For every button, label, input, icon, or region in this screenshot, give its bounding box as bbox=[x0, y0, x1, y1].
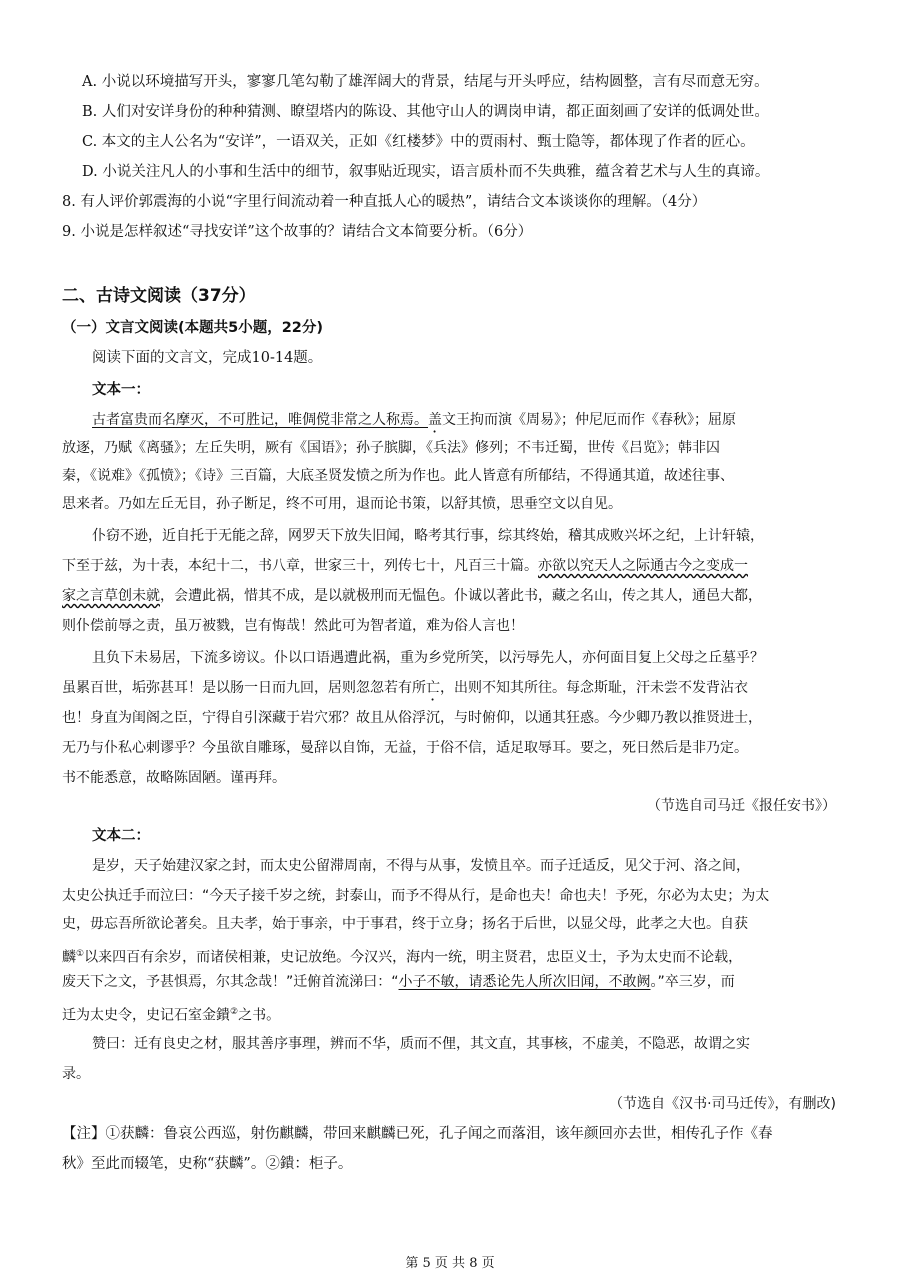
page-footer: 第 5 页 共 8 页 bbox=[405, 1256, 495, 1271]
text2-line5 bbox=[62, 972, 735, 992]
option-d: D. 小说关注凡人的小事和生活中的细节，叙事贴近现实，语言质朴而不失典雅，蕴含着艺术与人生的真谛。 bbox=[82, 164, 770, 180]
text-span: 虽累百世，垢弥甚耳！是以肠一日而九回，居则忽忽若有所 bbox=[62, 680, 426, 696]
text-span: 之书。 bbox=[238, 1007, 281, 1024]
footnote-line2: 秋》至此而辍笔，史称“获麟”。②鐀：柜子。 bbox=[62, 1156, 353, 1172]
text2-zan-line2: 录。 bbox=[62, 1066, 90, 1082]
text1-p1-line2: 放逐，乃赋《离骚》；左丘失明，厥有《国语》；孙子膑脚，《兵法》修列；不韦迁蜀，世传《吕览》；韩非囚 bbox=[62, 440, 720, 456]
section-instruction: 阅读下面的文言文，完成10-14题。 bbox=[92, 350, 323, 366]
question-8: 8. 有人评价郭震海的小说“字里行间流动着一种直抵人心的暖热”，请结合文本谈谈你的理解。（4分） bbox=[62, 194, 707, 210]
text1-p2-line2 bbox=[62, 556, 748, 576]
text-span: 麟 bbox=[62, 949, 76, 966]
text-span: 下至于兹，为十表，本纪十二，书八章，世家三十，列传七十，凡百三十篇。 bbox=[62, 558, 538, 574]
question-9: 9. 小说是怎样叙述“寻找安详”这个故事的？请结合文本简要分析。（6分） bbox=[62, 224, 533, 240]
wavy-underlined-sentence-end: 家之言草创未就 bbox=[62, 588, 160, 604]
text1-p3-line1: 且负下未易居，下流多谤议。仆以口语遇遭此祸，重为乡党所笑，以污辱先人，亦何面目复上父母之丘墓乎？ bbox=[92, 650, 764, 666]
text-span: 文王拘而演《周易》；仲尼厄而作《春秋》；屈原 bbox=[442, 412, 736, 428]
dotted-char: 盖 bbox=[428, 412, 442, 428]
text1-p3-line4: 无乃与仆私心剌谬乎？今虽欲自雕琢，曼辞以自饰，无益，于俗不信，适足取辱耳。要之，死日然后是非乃定。 bbox=[62, 740, 748, 756]
wavy-underlined-sentence: 亦欲以究天人之际通古今之变成一 bbox=[538, 558, 748, 574]
text1-source: （节选自司马迁《报任安书》） bbox=[647, 798, 836, 814]
option-a: A. 小说以环境描写开头，寥寥几笔勾勒了雄浑阔大的背景，结尾与开头呼应，结构圆整，言有尽而意无穷。 bbox=[82, 74, 769, 90]
text-span: 以来四百有余岁，而诸侯相兼，史记放绝。今汉兴，海内一统，明主贤君，忠臣义士，予为太史而不论载， bbox=[84, 949, 743, 966]
option-c: C. 本文的主人公名为“安详”，一语双关，正如《红楼梦》中的贾雨村、甄士隐等，都体现了作者的匠心。 bbox=[82, 134, 755, 150]
text2-source: （节选自《汉书·司马迁传》，有删改) bbox=[609, 1096, 836, 1112]
text1-p2-line1: 仆窃不逊，近自托于无能之辞，网罗天下放失旧闻，略考其行事，综其终始，稽其成败兴坏之纪，上计轩辕， bbox=[92, 528, 764, 544]
text2-line4 bbox=[62, 944, 742, 968]
section-subtitle: （一）文言文阅读(本题共5小题，22分) bbox=[62, 320, 324, 336]
text1-p3-line2 bbox=[62, 678, 748, 704]
text1-label: 文本一： bbox=[92, 382, 150, 398]
text1-p2-line3 bbox=[62, 586, 762, 606]
footnote-line1: 【注】①获麟：鲁哀公西巡，射伤麒麟，带回来麒麟已死，孔子闻之而落泪，该年颜回亦去世，相传孔子作《春 bbox=[62, 1126, 773, 1142]
text2-line1: 是岁，天子始建汉家之封，而太史公留滞周南，不得与从事，发愤且卒。而子迁适反，见父于河、洛之间， bbox=[92, 858, 750, 874]
text1-p1-line4: 思来者。乃如左丘无目，孙子断足，终不可用，退而论书策，以舒其愤，思垂空文以自见。 bbox=[62, 496, 622, 512]
section-title: 二、古诗文阅读（37分） bbox=[62, 286, 256, 306]
text1-p1-line1 bbox=[92, 410, 736, 436]
text2-line2: 太史公执迁手而泣曰：“今天子接千岁之统，封泰山，而予不得从行，是命也夫！命也夫！予死，尔必为太史；为太 bbox=[62, 888, 770, 904]
footnote-marker-2: ② bbox=[230, 1007, 239, 1017]
option-b: B. 人们对安详身份的种种猜测、瞭望塔内的陈设、其他守山人的调岗申请，都正面刻画了安详的低调处世。 bbox=[82, 104, 769, 120]
text2-line3: 史，毋忘吾所欲论著矣。且夫孝，始于事亲，中于事君，终于立身；扬名于后世，以显父母，此孝之大也。自获 bbox=[62, 916, 748, 932]
text2-zan-line1: 赞曰：迁有良史之材，服其善序事理，辨而不华，质而不俚，其文直，其事核，不虚美，不隐恶，故谓之实 bbox=[92, 1036, 750, 1052]
text2-line6 bbox=[62, 1002, 280, 1026]
dotted-char: 亡 bbox=[426, 680, 440, 696]
underlined-sentence: 小子不敏，请悉论先人所次旧闻，不敢阙 bbox=[398, 974, 651, 990]
text1-p1-line3: 秦，《说难》《孤愤》；《诗》三百篇，大底圣贤发愤之所为作也。此人皆意有所郁结，不得通其道，故述往事、 bbox=[62, 468, 734, 484]
footnote-marker-1: ① bbox=[76, 949, 85, 959]
text-span: 。”卒三岁，而 bbox=[650, 974, 735, 990]
text1-p3-line5: 书不能悉意，故略陈固陋。谨再拜。 bbox=[62, 770, 286, 786]
text-span: ，会遭此祸，惜其不成，是以就极刑而无愠色。仆诚以著此书，藏之名山，传之其人，通邑大都， bbox=[160, 588, 762, 604]
text1-p3-line3: 也！身直为闺阁之臣，宁得自引深藏于岩穴邪？故且从俗浮沉，与时俯仰，以通其狂惑。今少卿乃教以推贤进士， bbox=[62, 710, 762, 726]
text2-label: 文本二： bbox=[92, 828, 150, 844]
text-span: 迁为太史令，史记石室金鐀 bbox=[62, 1007, 230, 1024]
underlined-sentence: 古者富贵而名摩灭，不可胜记，唯倜傥非常之人称焉。 bbox=[92, 412, 428, 428]
text-span: ，出则不知其所往。每念斯耻，汗未尝不发背沾衣 bbox=[440, 680, 748, 696]
text1-p2-line4: 则仆偿前辱之责，虽万被戮，岂有悔哉！然此可为智者道，难为俗人言也！ bbox=[62, 618, 524, 634]
text-span: 废天下之文，予甚惧焉，尔其念哉！”迁俯首流涕曰：“ bbox=[62, 974, 399, 990]
